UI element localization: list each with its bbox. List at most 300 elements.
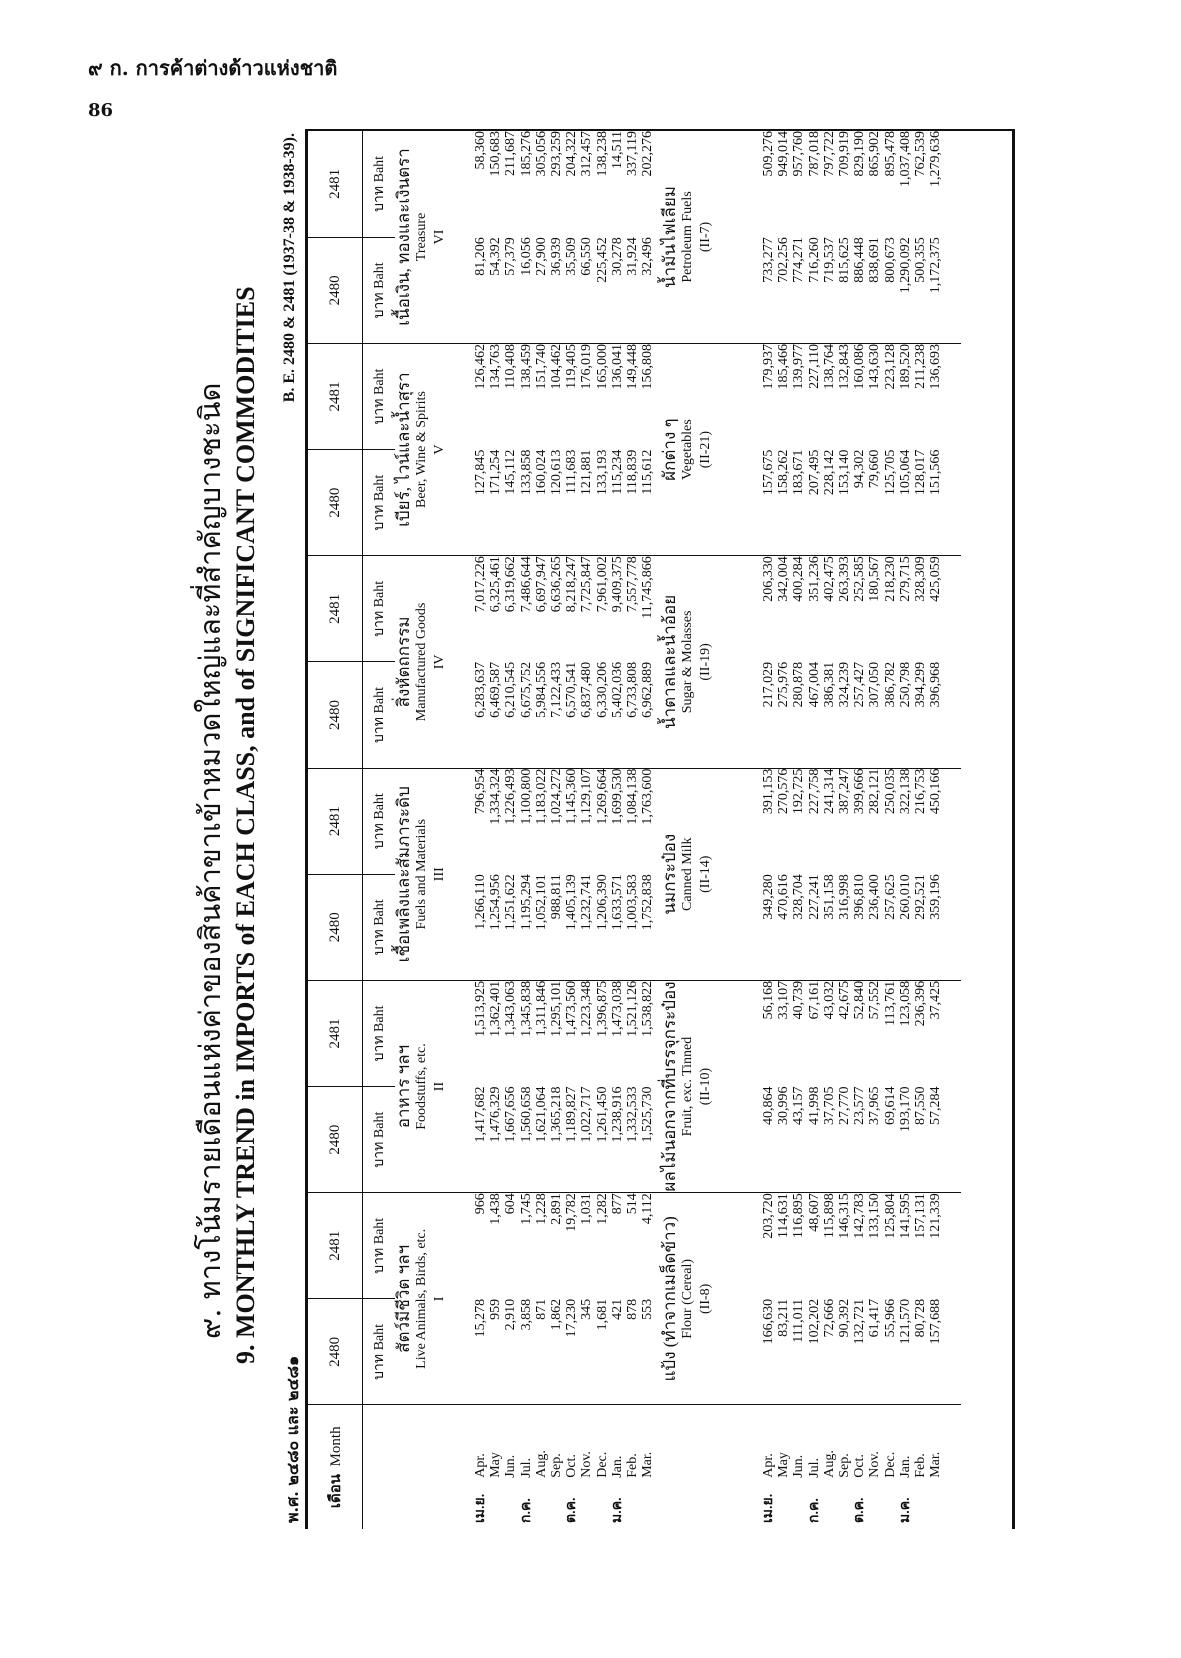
value-cell: 218,230 — [882, 556, 898, 602]
values-col — [465, 131, 661, 237]
value-cell: 141,595 — [897, 1193, 913, 1239]
value-cell: 157,131 — [913, 1193, 929, 1239]
value-cell: 104,462 — [549, 343, 565, 390]
value-cell: 206,330 — [761, 556, 776, 602]
values-col — [753, 874, 961, 980]
value-cell: 33,107 — [776, 980, 792, 1020]
value-cell: 293,259 — [549, 131, 565, 177]
value-cell: 604 — [503, 1193, 519, 1215]
top-caption-row — [395, 131, 465, 1529]
value-cell: 359,196 — [928, 874, 944, 920]
value-cell: 425,059 — [928, 556, 944, 602]
value-cell: 307,050 — [867, 661, 883, 708]
group-caption: ผลไม้นอกจากที่บรรจุกระป๋อง Fruit, exc. Tinned (II-10) — [661, 980, 753, 1192]
value-cell: 6,675,752 — [518, 661, 534, 718]
value-cell: 9,409,375 — [609, 556, 625, 613]
value-cell: 227,758 — [806, 768, 822, 815]
value-cell: 280,878 — [791, 661, 807, 708]
value-cell: 877 — [609, 1193, 625, 1215]
month-header: เดือน Month — [308, 1405, 363, 1529]
values-col — [753, 1087, 961, 1193]
value-cell: 115,612 — [640, 449, 656, 495]
value-cell: 40,864 — [761, 1086, 776, 1126]
value-cell: 1,206,390 — [594, 874, 610, 931]
value-cell: 35,509 — [564, 237, 580, 276]
value-cell: 79,660 — [867, 449, 883, 489]
value-cell: 838,691 — [867, 237, 883, 283]
value-cell: 257,625 — [882, 874, 898, 920]
value-cell: 1,311,846 — [533, 980, 549, 1037]
value-cell: 133,193 — [594, 449, 610, 496]
value-cell: 1,226,493 — [503, 768, 519, 825]
year-header-b: 2481 — [308, 768, 363, 874]
value-cell: 149,448 — [625, 343, 641, 390]
value-cell: 895,478 — [882, 131, 898, 177]
group-caption: นมกระป๋อง Canned Milk (II-14) — [661, 768, 753, 980]
unit-label: บาท Baht — [363, 662, 396, 768]
value-cell: 6,469,587 — [488, 661, 504, 718]
value-cell: 7,961,002 — [594, 556, 610, 613]
value-cell: 83,211 — [776, 1298, 792, 1337]
value-cell: 72,666 — [821, 1298, 837, 1338]
value-cell: 762,539 — [913, 131, 929, 177]
rotated-page — [165, 129, 1015, 1529]
unit-label: บาท Baht — [363, 450, 396, 556]
value-cell: 351,236 — [806, 556, 822, 602]
value-cell: 138,764 — [821, 343, 837, 390]
unit-label: บาท Baht — [363, 1087, 396, 1193]
value-cell: 69,614 — [882, 1086, 898, 1126]
value-cell: 31,924 — [625, 237, 641, 276]
value-cell: 94,302 — [852, 449, 868, 489]
values-col — [753, 450, 961, 556]
value-cell: 160,086 — [852, 343, 868, 390]
values-col — [465, 556, 661, 662]
value-cell: 1,332,533 — [625, 1086, 641, 1143]
value-cell: 43,157 — [791, 1086, 807, 1126]
value-cell: 1,681 — [594, 1298, 610, 1331]
value-cell: 324,239 — [837, 661, 853, 708]
values-col — [753, 1193, 961, 1299]
value-cell: 349,280 — [761, 874, 776, 920]
value-cell: 282,121 — [867, 768, 883, 815]
value-cell: 391,153 — [761, 768, 776, 815]
value-cell: 128,017 — [913, 449, 929, 496]
value-cell: 165,000 — [594, 343, 610, 390]
value-cell: 829,190 — [852, 131, 868, 177]
value-cell: 1,396,875 — [594, 980, 610, 1037]
values-col — [753, 980, 961, 1086]
value-cell: 702,256 — [776, 237, 792, 283]
value-cell: 1,183,022 — [533, 768, 549, 825]
value-cell: 279,715 — [897, 556, 913, 602]
value-cell: 153,140 — [837, 449, 853, 496]
bottom-caption-row — [661, 131, 753, 1529]
value-cell: 1,473,560 — [564, 980, 580, 1037]
value-cell: 105,064 — [897, 449, 913, 496]
value-cell: 797,722 — [821, 131, 837, 177]
value-cell: 292,521 — [913, 874, 929, 920]
value-cell: 322,138 — [897, 768, 913, 815]
value-cell: 400,284 — [791, 556, 807, 602]
value-cell: 1,438 — [488, 1193, 504, 1225]
value-cell: 121,339 — [928, 1193, 944, 1239]
value-cell: 345 — [579, 1298, 595, 1320]
value-cell: 115,234 — [609, 449, 625, 495]
value-cell: 1,172,375 — [928, 237, 944, 294]
value-cell: 27,900 — [533, 237, 549, 276]
value-cell: 58,360 — [473, 131, 488, 170]
value-cell: 160,024 — [533, 449, 549, 496]
value-cell: 40,739 — [791, 980, 807, 1020]
value-cell: 1,862 — [549, 1298, 565, 1331]
value-cell: 216,753 — [913, 768, 929, 815]
value-cell: 27,770 — [837, 1086, 853, 1126]
group-caption: สิ่งหัตถกรรม Manufactured Goods IV — [395, 556, 465, 768]
value-cell: 250,035 — [882, 768, 898, 815]
value-cell: 61,417 — [867, 1298, 883, 1338]
group-caption: เชื้อเพลิงและสัมภาระดิบ Fuels and Materials III — [395, 768, 465, 980]
value-cell: 43,032 — [821, 980, 837, 1020]
value-cell: 55,966 — [882, 1298, 898, 1338]
value-cell: 988,811 — [549, 874, 565, 920]
values-col — [465, 662, 661, 768]
value-cell: 81,206 — [473, 237, 488, 276]
values-col — [753, 237, 961, 343]
value-cell: 1,362,401 — [488, 980, 504, 1037]
value-cell: 57,284 — [928, 1086, 944, 1126]
value-cell: 6,733,808 — [625, 661, 641, 718]
value-cell: 133,858 — [518, 449, 534, 496]
value-cell: 7,122,433 — [549, 661, 565, 718]
values-col — [465, 1087, 661, 1193]
value-cell: 1,295,101 — [549, 980, 565, 1037]
value-cell: 48,607 — [806, 1193, 822, 1232]
value-cell: 878 — [625, 1298, 641, 1320]
value-cell: 111,683 — [564, 449, 580, 495]
year-header-a: 2480 — [308, 662, 363, 768]
value-cell: 138,459 — [518, 343, 534, 390]
value-cell: 1,417,682 — [473, 1086, 488, 1143]
value-cell: 787,018 — [806, 131, 822, 177]
value-cell: 8,218,247 — [564, 556, 580, 613]
value-cell: 15,278 — [473, 1298, 488, 1338]
value-cell: 421 — [609, 1298, 625, 1320]
value-cell: 1,282 — [594, 1193, 610, 1225]
value-cell: 6,210,545 — [503, 661, 519, 718]
value-cell: 966 — [473, 1193, 488, 1215]
value-cell: 1,334,324 — [488, 768, 504, 825]
value-cell: 146,315 — [837, 1193, 853, 1239]
group-caption: อาหาร ฯลฯ Foodstuffs, etc. II — [395, 980, 465, 1192]
year-header-b: 2481 — [308, 556, 363, 662]
value-cell: 3,858 — [518, 1298, 534, 1331]
value-cell: 23,577 — [852, 1086, 868, 1126]
unit-row — [363, 131, 396, 1529]
value-cell: 116,895 — [791, 1193, 807, 1239]
value-cell: 1,621,064 — [533, 1086, 549, 1143]
value-cell: 139,977 — [791, 343, 807, 390]
value-cell: 1,538,822 — [640, 980, 656, 1037]
value-cell: 957,760 — [791, 131, 807, 177]
value-cell: 1,473,038 — [609, 980, 625, 1037]
value-cell: 1,195,294 — [518, 874, 534, 931]
value-cell: 132,721 — [852, 1298, 868, 1345]
values-col — [465, 343, 661, 449]
value-cell: 157,688 — [928, 1298, 944, 1345]
value-cell: 227,241 — [806, 874, 822, 920]
value-cell: 136,693 — [928, 343, 944, 390]
value-cell: 14,511 — [609, 131, 625, 169]
value-cell: 166,630 — [761, 1298, 776, 1345]
value-cell: 1,521,126 — [625, 980, 641, 1037]
value-cell: 716,260 — [806, 237, 822, 283]
value-cell: 450,166 — [928, 768, 944, 815]
value-cell: 342,004 — [776, 556, 792, 602]
value-cell: 949,014 — [776, 131, 792, 177]
value-cell: 386,381 — [821, 661, 837, 708]
year-header-row — [308, 131, 363, 1529]
year-header-b: 2481 — [308, 980, 363, 1086]
value-cell: 158,262 — [776, 449, 792, 496]
unit-label: บาท Baht — [363, 874, 396, 980]
value-cell: 16,056 — [518, 237, 534, 276]
value-cell: 127,845 — [473, 449, 488, 496]
value-cell: 1,405,139 — [564, 874, 580, 931]
value-cell: 514 — [625, 1193, 641, 1215]
value-cell: 1,560,658 — [518, 1086, 534, 1143]
value-cell: 328,704 — [791, 874, 807, 920]
value-cell: 180,567 — [867, 556, 883, 602]
value-cell: 67,161 — [806, 980, 822, 1020]
group-caption: น้ำตาลและน้ำอ้อย Sugar & Molasses (II-19) — [661, 556, 753, 768]
value-cell: 312,457 — [579, 131, 595, 177]
value-cell: 6,283,637 — [473, 661, 488, 718]
value-cell: 157,675 — [761, 449, 776, 496]
title-thai: ๙. ทางโน้มรายเดือนแห่งค่าของสินค้าขาเข้าหมวดใหญ่และที่สำคัญบางชะนิด — [193, 382, 227, 1339]
value-cell: 1,037,408 — [897, 131, 913, 187]
month-labels: เม.ย. ก.ค. ต.ค. ม.ค. Apr. May Jun. Jul. Aug. Sep. Oct. Nov. Dec. Jan. Feb. Mar. — [473, 1450, 656, 1523]
value-cell: 227,110 — [806, 343, 822, 389]
unit-label: บาท Baht — [363, 343, 396, 449]
value-cell: 6,636,265 — [549, 556, 565, 613]
value-cell: 192,725 — [791, 768, 807, 815]
value-cell: 394,299 — [913, 661, 929, 708]
values-col — [753, 343, 961, 449]
value-cell: 2,910 — [503, 1298, 519, 1331]
value-cell: 1,279,636 — [928, 131, 944, 187]
value-cell: 553 — [640, 1298, 656, 1320]
value-cell: 54,392 — [488, 237, 504, 276]
value-cell: 1,699,530 — [609, 768, 625, 825]
value-cell: 125,705 — [882, 449, 898, 496]
unit-label: บาท Baht — [363, 1299, 396, 1405]
value-cell: 134,763 — [488, 343, 504, 390]
value-cell: 90,392 — [837, 1298, 853, 1338]
group-caption: ผักต่าง ๆ Vegetables (II-21) — [661, 343, 753, 555]
value-cell: 102,202 — [806, 1298, 822, 1345]
value-cell: 185,276 — [518, 131, 534, 177]
group-caption: น้ำมันไฟเลียม Petroleum Fuels (II-7) — [661, 131, 753, 343]
value-cell: 1,052,101 — [533, 874, 549, 931]
value-cell: 386,782 — [882, 661, 898, 708]
values-col — [753, 1299, 961, 1405]
value-cell: 56,168 — [761, 980, 776, 1020]
value-cell: 7,557,778 — [625, 556, 641, 613]
value-cell: 115,898 — [821, 1193, 837, 1239]
value-cell: 183,671 — [791, 449, 807, 496]
value-cell: 37,425 — [928, 980, 944, 1020]
value-cell: 207,495 — [806, 449, 822, 496]
value-cell: 1,633,571 — [609, 874, 625, 931]
value-cell: 733,277 — [761, 237, 776, 283]
value-cell: 1,129,107 — [579, 768, 595, 825]
value-cell: 110,408 — [503, 343, 519, 389]
values-col — [753, 131, 961, 237]
unit-label: บาท Baht — [363, 131, 396, 237]
value-cell: 800,673 — [882, 237, 898, 283]
unit-label: บาท Baht — [363, 237, 396, 343]
values-col — [465, 1193, 661, 1299]
value-cell: 41,998 — [806, 1086, 822, 1126]
value-cell: 1,269,664 — [594, 768, 610, 825]
unit-label: บาท Baht — [363, 556, 396, 662]
year-header-b: 2481 — [308, 343, 363, 449]
bottom-data-row — [753, 131, 961, 1529]
value-cell: 1,228 — [533, 1193, 549, 1225]
value-cell: 305,056 — [533, 131, 549, 177]
value-cell: 113,761 — [882, 980, 898, 1026]
value-cell: 228,142 — [821, 449, 837, 496]
value-cell: 260,010 — [897, 874, 913, 920]
value-cell: 1,261,450 — [594, 1086, 610, 1143]
values-col — [753, 768, 961, 874]
value-cell: 37,705 — [821, 1086, 837, 1126]
value-cell: 1,365,218 — [549, 1086, 565, 1143]
value-cell: 1,345,838 — [518, 980, 534, 1037]
value-cell: 396,968 — [928, 661, 944, 708]
year-header-a: 2480 — [308, 1087, 363, 1193]
value-cell: 1,189,827 — [564, 1086, 580, 1143]
value-cell: 6,325,461 — [488, 556, 504, 613]
value-cell: 189,520 — [897, 343, 913, 390]
value-cell: 500,355 — [913, 237, 929, 283]
value-cell: 1,084,138 — [625, 768, 641, 825]
value-cell: 263,393 — [837, 556, 853, 602]
value-cell: 193,170 — [897, 1086, 913, 1133]
value-cell: 470,616 — [776, 874, 792, 920]
value-cell: 211,238 — [913, 343, 929, 389]
value-cell: 236,400 — [867, 874, 883, 920]
value-cell: 133,150 — [867, 1193, 883, 1239]
value-cell: 36,939 — [549, 237, 565, 276]
years-english: B. E. 2480 & 2481 (1937-38 & 1938-39). — [281, 133, 298, 403]
year-header-a: 2480 — [308, 237, 363, 343]
unit-label: บาท Baht — [363, 1193, 396, 1299]
year-header-a: 2480 — [308, 1299, 363, 1405]
value-cell: 204,322 — [564, 131, 580, 177]
value-cell: 316,998 — [837, 874, 853, 920]
value-cell: 120,613 — [549, 449, 565, 496]
value-cell: 236,396 — [913, 980, 929, 1027]
values-col — [465, 874, 661, 980]
title-english: 9. MONTHLY TREND in IMPORTS of EACH CLASS, and of SIGNIFICANT COMMODITIES — [231, 286, 260, 1364]
value-cell: 6,962,889 — [640, 661, 656, 718]
value-cell: 176,019 — [579, 343, 595, 390]
value-cell: 1,525,730 — [640, 1086, 656, 1143]
value-cell: 17,230 — [564, 1298, 580, 1338]
imports-table — [305, 129, 1015, 1529]
value-cell: 1,003,583 — [625, 874, 641, 931]
value-cell: 217,029 — [761, 661, 776, 708]
value-cell: 121,570 — [897, 1298, 913, 1345]
value-cell: 1,145,360 — [564, 768, 580, 825]
group-caption: แป้ง (ทำจากเมล็ดข้าว) Flour (Cereal) (II-8) — [661, 1193, 753, 1405]
value-cell: 30,278 — [609, 237, 625, 276]
value-cell: 1,752,838 — [640, 874, 656, 931]
value-cell: 1,251,622 — [503, 874, 519, 931]
value-cell: 7,725,847 — [579, 556, 595, 613]
value-cell: 223,128 — [882, 343, 898, 390]
value-cell: 509,276 — [761, 131, 776, 177]
value-cell: 150,683 — [488, 131, 504, 177]
year-header-a: 2480 — [308, 450, 363, 556]
value-cell: 5,402,036 — [609, 661, 625, 718]
group-caption: เนื้อเงิน, ทองและเงินตรา Treasure VI — [395, 131, 465, 343]
value-cell: 151,566 — [928, 449, 944, 496]
value-cell: 5,984,556 — [533, 661, 549, 718]
value-cell: 719,537 — [821, 237, 837, 283]
value-cell: 865,902 — [867, 131, 883, 177]
values-col — [753, 556, 961, 662]
value-cell: 6,697,947 — [533, 556, 549, 613]
value-cell: 467,004 — [806, 661, 822, 708]
values-col — [465, 768, 661, 874]
value-cell: 709,919 — [837, 131, 853, 177]
value-cell: 123,058 — [897, 980, 913, 1027]
value-cell: 1,476,329 — [488, 1086, 504, 1143]
page-number: 86 — [88, 100, 114, 121]
value-cell: 1,223,348 — [579, 980, 595, 1037]
value-cell: 37,965 — [867, 1086, 883, 1126]
value-cell: 125,804 — [882, 1193, 898, 1239]
value-cell: 111,011 — [791, 1298, 807, 1343]
value-cell: 886,448 — [852, 237, 868, 283]
value-cell: 42,675 — [837, 980, 853, 1020]
unit-label: บาท Baht — [363, 768, 396, 874]
year-header-b: 2481 — [308, 131, 363, 237]
value-cell: 2,891 — [549, 1193, 565, 1225]
value-cell: 250,798 — [897, 661, 913, 708]
value-cell: 156,808 — [640, 343, 656, 390]
group-caption: เบียร์, ไวน์และน้ำสุรา Beer, Wine & Spirits V — [395, 343, 465, 555]
value-cell: 871 — [533, 1298, 549, 1320]
value-cell: 6,319,662 — [503, 556, 519, 613]
value-cell: 1,763,600 — [640, 768, 656, 825]
year-header-b: 2481 — [308, 1193, 363, 1299]
value-cell: 774,271 — [791, 237, 807, 283]
value-cell: 7,486,644 — [518, 556, 534, 613]
values-col — [753, 662, 961, 768]
values-col — [465, 1299, 661, 1405]
values-col — [465, 450, 661, 556]
value-cell: 351,158 — [821, 874, 837, 920]
year-header-a: 2480 — [308, 874, 363, 980]
values-col — [465, 980, 661, 1086]
value-cell: 252,585 — [852, 556, 868, 602]
value-cell: 1,254,956 — [488, 874, 504, 931]
value-cell: 1,290,092 — [897, 237, 913, 294]
